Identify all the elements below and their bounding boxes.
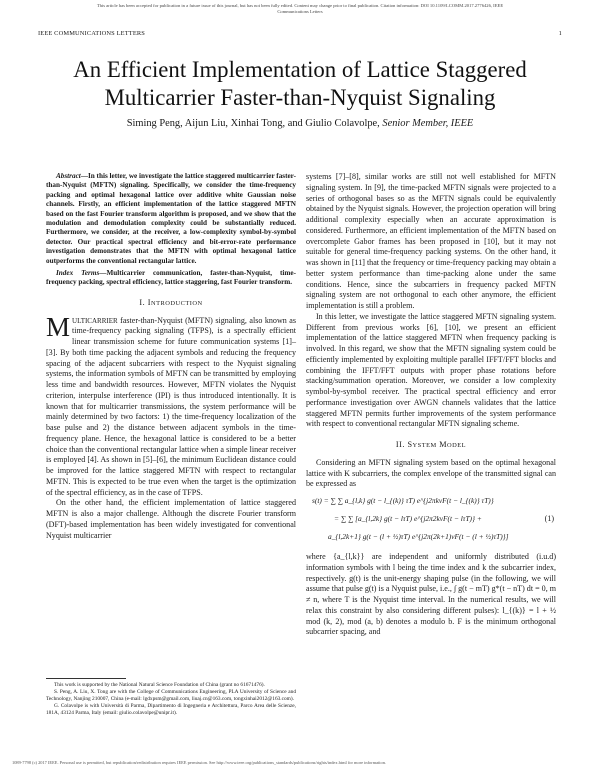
section-heading-introduction: I. INTRODUCTION bbox=[139, 297, 203, 307]
model-paragraph-1: Considering an MFTN signaling system based on the optimal hexagonal lattice with K subcarriers, the complex envelope of the transmitted signal can be expressed as bbox=[306, 457, 556, 489]
author-role: Senior Member, IEEE bbox=[382, 118, 474, 129]
drop-cap: M bbox=[46, 311, 71, 342]
index-terms-label: Index Terms bbox=[56, 269, 100, 278]
intro-paragraph-1 bbox=[46, 311, 296, 499]
title-line-1: An Efficient Implementation of Lattice Staggered bbox=[73, 57, 527, 82]
abstract-label: Abstract bbox=[56, 172, 81, 180]
copyright-footer bbox=[12, 760, 588, 765]
section-heading-system-model: II. SYSTEM MODEL bbox=[395, 440, 467, 449]
acceptance-banner bbox=[38, 3, 562, 15]
footnote-affiliation-2: G. Colavolpe is with Università di Parma, Dipartimento di Ingegneria e Architettura, Parco Area delle Scienze, 181A, 43124 Parma, Italy (email: giulio.colavolpe@unipr.it). bbox=[46, 703, 296, 717]
equation-line-3: a_{l,2k+1} g(t − (l + ½)τT) e^{j2π(2k+1)νF(t − (l + ½)τT)}] bbox=[328, 532, 509, 541]
abstract-text: —In this letter, we investigate the lattice staggered multicarrier faster-than-Nyquist (MFTN) signaling. Specifically, we consider the time-frequency packing and optimal hexagonal lattice over additive white Gaussian noise channels. Firstly, an efficient implementation of the lattice staggered MFTN based on the fast Fourier transform algorithm is proposed, and we show that the modulation and demodulation complexity could be substantially reduced. Furthermore, we consider, at the receiver, a low-complexity symbol-by-symbol detector. Our practical spectral efficiency and bit-error-rate performance investigation demonstrates that the MFTN with optimal hexagonal lattice outperforms the conventional rectangular lattice. bbox=[46, 172, 296, 265]
footnote-funding: This work is supported by the National Natural Science Foundation of China (grant no 61671476). bbox=[54, 682, 265, 688]
footnote-affiliation-1: S. Peng, A. Liu, X. Tong are with the College of Communications Engineering, PLA University of Science and Technology, Nanjing 210007, China (e-mail: lgdxpsm@gmail.com, liuaj.cn@163.com, tongxinhai2012@163.com). bbox=[46, 689, 296, 703]
equation-line-2: = ∑ ∑ [a_{l,2k} g(t − lτT) e^{j2π2kνF(t − lτT)} + bbox=[334, 514, 482, 523]
author-list bbox=[38, 118, 562, 129]
banner-line-2: Communications Letters bbox=[277, 9, 323, 14]
index-terms bbox=[46, 269, 296, 288]
index-terms-text: —Multicarrier communication, faster-than-Nyquist, time-frequency packing, spectral efficiency, lattice staggering, fast Fourier transform. bbox=[46, 269, 296, 287]
page-number: 1 bbox=[558, 30, 562, 37]
right-column bbox=[306, 172, 556, 638]
equation-1 bbox=[306, 494, 556, 548]
title-line-2: Multicarrier Faster-than-Nyquist Signaling bbox=[104, 85, 496, 110]
journal-name: IEEE COMMUNICATIONS LETTERS bbox=[38, 30, 146, 37]
footnotes bbox=[46, 682, 296, 717]
intro-lead-caps: ULTICARRIER bbox=[72, 316, 118, 325]
paper-title bbox=[38, 56, 562, 112]
running-head bbox=[38, 30, 562, 37]
model-paragraph-2: where {a_{l,k}} are independent and uniformly distributed (i.u.d) information symbols with l being the time index and k the subcarrier index, respectively. g(t) is the unit-energy shaping pulse (in the following, we will assume that pulse g(t) is a Nyquist pulse, i.e., ∫ g(t − mT) g*(t − nT) dt = 0, m ≠ n, where T is the Nyquist time interval. In the numerical results, we will relax this constraint by also considering different pulses): l_{(k)} = l + ½ mod (k, 2), mod (a, b) denotes a modulo b. F is the minimum orthogonal subcarrier spacing, and bbox=[306, 552, 556, 637]
right-paragraph-2: In this letter, we investigate the lattice staggered MFTN signaling system. Different from previous works [6], [10], we present an efficient implementation of the lattice staggered MFTN when frequency packing is involved. In this regard, we show that the MFTN signaling system could be efficiently implemented by exploiting multiple parallel IFFT/FFT blocks and combining the IFFT/FFT outputs with proper phase rotations before stacking/summation operation. Moreover, we consider a low complexity symbol-by-symbol receiver. The practical spectral efficiency and error performance investigation over AWGN channels validates that the lattice staggered MFTN permits further improvements of the system performance with respect to conventional rectangular MFTN signaling scheme. bbox=[306, 311, 556, 429]
intro-paragraph-2: On the other hand, the efficient implementation of lattice staggered MFTN is also a major challenge. Although the discrete Fourier transform (DFT)-based implementation has been widely investigated for conventional Nyquist multicarrier bbox=[46, 498, 296, 540]
left-column bbox=[46, 172, 296, 541]
right-paragraph-1: systems [7]–[8], similar works are still not well established for MFTN signaling system. In [9], the time-packed MFTN signals were projected to a series of orthogonal bases so as the MFTN signals could be equivalently obtained by the Nyquist signals. However, the projection operation will bring additional complexity especially when an accurate approximation is considered. Furthermore, an efficient implementation of the MFTN based on overcomplete Gabor frames has been proposed in [10], but it may not suitable for general time-frequency packing systems. On the other hand, it was shown in [11] that the frequency or time-frequency packing may obtain a better system performance than time-packing alone under the same conditions. Hence, since the subcarriers in frequency packed MFTN signaling system are not orthogonal to each other anymore, the efficient implementation is still a problem. bbox=[306, 172, 556, 310]
equation-line-1: s(t) = ∑ ∑ a_{l,k} g(t − l_{(k)} τT) e^{j2πkνF(t − l_{(k)} τT)} bbox=[312, 496, 494, 505]
abstract bbox=[46, 172, 296, 266]
equation-number: (1) bbox=[544, 514, 554, 523]
intro-p1-text: faster-than-Nyquist (MFTN) signaling, also known as time-frequency packing signaling (TFPS), is a spectrally efficient linear transmission scheme for future communication systems [1]–[3]. By both time packing the adjacent symbols and reducing the frequency spacing of the adjacent subcarriers with respect to the Nyquist signaling systems, the information symbols of MFTN can be transmitted by employing less time and bandwidth resources. However, MFTN violates the Nyquist criterion, interpulse interference (IPI) is thus introduced intentionally. It is known that for multicarrier transmissions, the system performance will be mainly determined by two factors: 1) the time-frequency localization of the base pulse and 2) the distance between adjacent symbols in the time-frequency plane. Hence, the hexagonal lattice is considered to be a better choice than the conventional rectangular lattice when a simple linear receiver is employed [4]. As shown in [5]–[6], the minimum Euclidean distance could be improved for the lattice staggered MFTN with respect to rectangular MFTN. This is expected to be true even when the target is the optimization of the spectral efficiency, as in the case of TFPS. bbox=[46, 315, 296, 497]
copyright-text: 1089-7798 (c) 2017 IEEE. Personal use is permitted, but republication/redistribution requires IEEE permission. See http://www.ieee.org/publications_standards/publications/rights/index.html for more information. bbox=[12, 760, 386, 765]
footnote-rule bbox=[46, 678, 126, 679]
author-names: Siming Peng, Aijun Liu, Xinhai Tong, and Giulio Colavolpe, bbox=[126, 118, 380, 129]
banner-line-1: This article has been accepted for publication in a future issue of this journal, but has not been fully edited. Content may change prior to final publication. Citation information: DOI 10.1109/LCOMM.2017.2776426, IEEE bbox=[96, 3, 504, 8]
